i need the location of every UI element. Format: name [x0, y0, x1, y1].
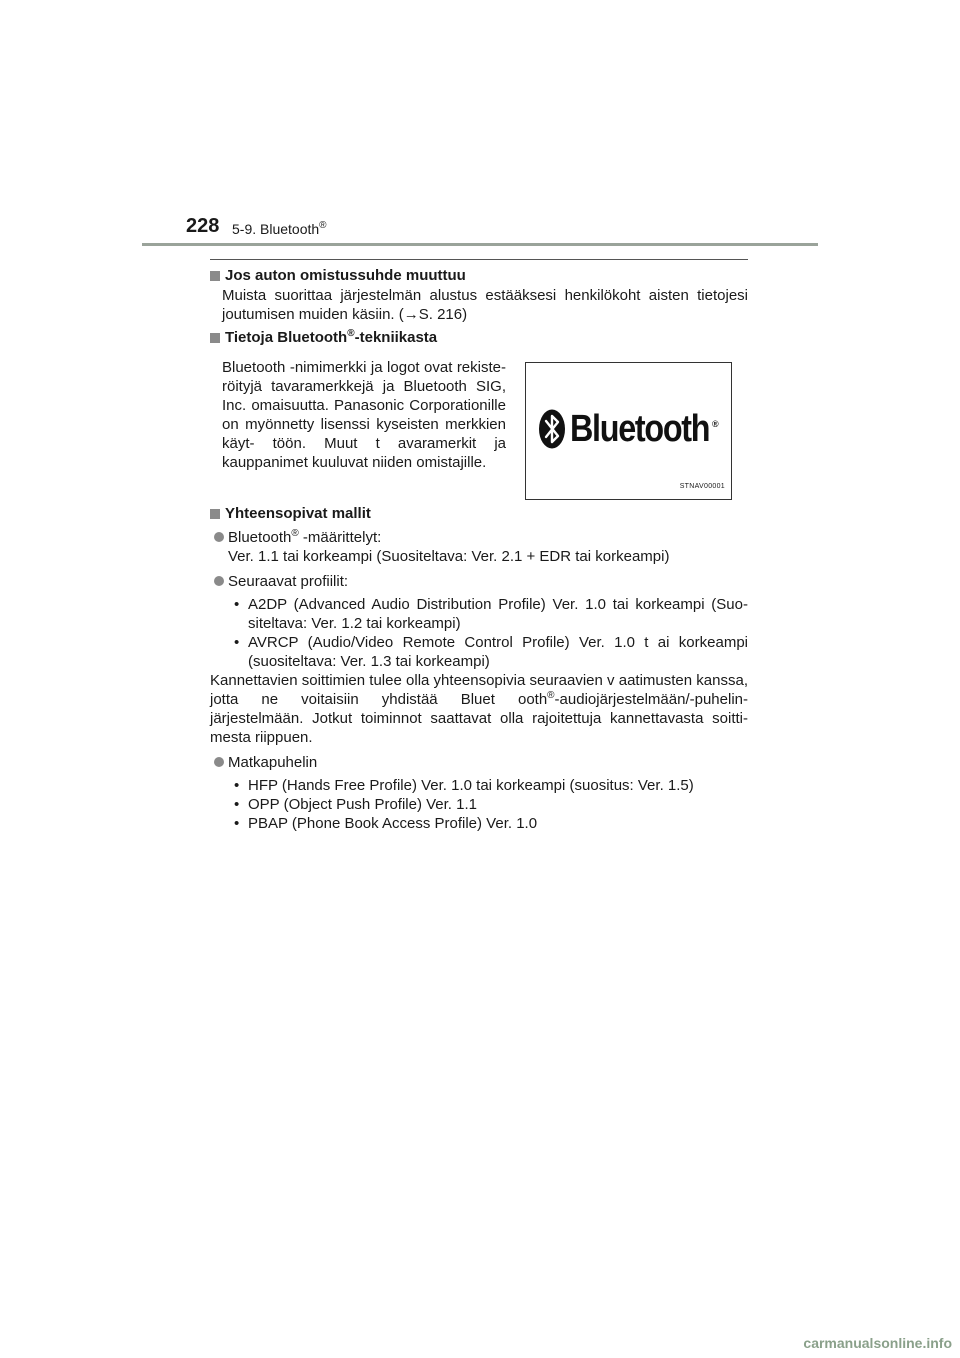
list-item: Matkapuhelin — [210, 753, 748, 772]
list-item: Bluetooth® -määrittelyt: Ver. 1.1 tai korkeampi (Suositeltava: Ver. 2.1 + EDR tai korkeampi) — [210, 528, 748, 566]
section-rule — [210, 259, 748, 260]
phone-profile-list — [210, 776, 748, 833]
watermark: carmanualsonline.info — [803, 1335, 952, 1351]
trademark-text: Bluetooth -nimimerkki ja logot ovat rekiste- röityjä tavaramerkkejä ja Bluetooth SIG, Inc. omaisuutta. Panasonic Corporationille on myönnetty lisenssi kyseisten merkkien käyt- töön. Muut t avaramerkit ja kauppanimet kuuluvat niiden omistajille. — [222, 359, 506, 471]
section-compatible-models — [210, 504, 748, 833]
registered-mark: ® — [712, 419, 719, 429]
list-item: • OPP (Object Push Profile) Ver. 1.1 — [234, 796, 477, 813]
round-bullet-icon — [214, 757, 224, 767]
round-bullet-icon — [214, 576, 224, 586]
list-item: • HFP (Hands Free Profile) Ver. 1.0 tai korkeampi (suositus: Ver. 1.5) — [234, 777, 694, 794]
square-bullet-icon — [210, 333, 220, 343]
bluetooth-icon — [538, 409, 566, 449]
section-heading: Jos auton omistussuhde muuttuu — [210, 266, 748, 286]
section-heading: Tietoja Bluetooth®-tekniikasta — [210, 328, 748, 348]
bluetooth-logo-image — [525, 362, 732, 500]
chapter-title: 5-9. Bluetooth® — [232, 220, 327, 237]
list-item: • PBAP (Phone Book Access Profile) Ver. 1.0 — [234, 815, 538, 832]
square-bullet-icon — [210, 509, 220, 519]
bluetooth-wordmark: Bluetooth — [570, 407, 710, 450]
profile-list — [210, 595, 748, 671]
image-code: STNAV00001 — [679, 483, 725, 490]
page-content — [210, 266, 748, 833]
header-rule — [142, 243, 818, 246]
list-item: Seuraavat profiilit: — [210, 572, 748, 591]
square-bullet-icon — [210, 271, 220, 281]
section-bluetooth-info — [210, 328, 748, 500]
section-ownership-change — [210, 266, 748, 324]
list-item: • AVRCP (Audio/Video Remote Control Profile) Ver. 1.0 t ai korkeampi (suositeltava: Ver. 1.3 tai korkeampi) — [234, 634, 748, 670]
list-item: • A2DP (Advanced Audio Distribution Profile) Ver. 1.0 tai korkeampi (Suo- siteltava: Ver. 1.2 tai korkeampi) — [234, 596, 748, 632]
page-number: 228 — [186, 215, 220, 237]
section-heading: Yhteensopivat mallit — [210, 504, 748, 524]
section-text: Muista suorittaa järjestelmän alustus estääksesi henkilökoht aisten tietojesi joutumisen muiden käsiin. (→S. 216) — [222, 287, 748, 323]
compatibility-paragraph: Kannettavien soittimien tulee olla yhteensopivia seuraavien v aatimusten kanssa, jotta ne voitaisiin yhdistää Bluet ooth®-audiojärjestelmään/-puhelin- järjestelmään. Jotkut toiminnot saattavat olla rajoitettuja kannettavasta soitti- mesta riippuen. — [210, 672, 748, 746]
round-bullet-icon — [214, 532, 224, 542]
